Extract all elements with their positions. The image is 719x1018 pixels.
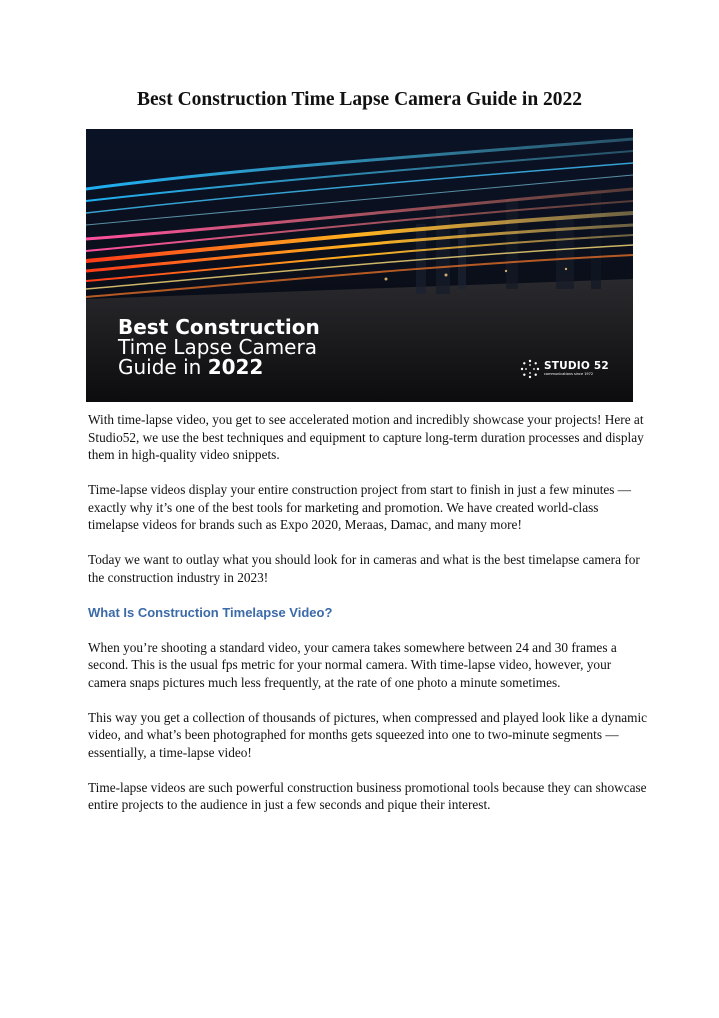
hero-title-line-1: Best Construction — [118, 315, 320, 339]
paragraph: With time-lapse video, you get to see accelerated motion and incredibly showcase your projects! Here at Studio52, we use the best techniques and equipment to capture long-term duration processes and display them in high-quality video snippets. — [88, 412, 644, 462]
hero-image — [86, 129, 633, 402]
hero-title-line-3-prefix: Guide in — [118, 355, 208, 379]
section-heading: What Is Construction Timelapse Video? — [88, 604, 333, 620]
article-body — [88, 411, 648, 831]
paragraph: Today we want to outlay what you should look for in cameras and what is the best timelapse camera for the construction industry in 2023! — [88, 552, 640, 585]
logo-tagline: communications since 1972 — [544, 372, 594, 376]
paragraph: Time-lapse videos are such powerful construction business promotional tools because they can showcase entire projects to the audience in just a few seconds and pique their interest. — [88, 779, 647, 812]
logo-name: STUDIO 52 — [544, 360, 609, 372]
hero-title-year: 2022 — [207, 355, 264, 379]
hero-title — [118, 317, 320, 377]
hero-title-line-3 — [118, 357, 320, 377]
paragraph: This way you get a collection of thousands of pictures, when compressed and played look like a dynamic video, and what’s been photographed for months gets squeezed into one to two-minute segments — essentially, a time-lapse video! — [88, 709, 648, 760]
hero-title-line-2: Time Lapse Camera — [118, 335, 317, 359]
dotted-circle-logo-icon — [520, 359, 540, 379]
paragraph: When you’re shooting a standard video, your camera takes somewhere between 24 and 30 frames a second. This is the usual fps metric for your normal camera. With time-lapse video, however, your camera snaps pictures much less frequently, at the rate of one photo a minute sometimes. — [88, 639, 617, 690]
paragraph: Time-lapse videos display your entire construction project from start to finish in just a few minutes — exactly why it’s one of the best tools for marketing and promotion. We have created world-class timelapse videos for brands such as Expo 2020, Meraas, Damac, and many more! — [88, 482, 632, 532]
studio52-logo — [520, 359, 609, 379]
document-title: Best Construction Time Lapse Camera Guide in 2022 — [136, 89, 583, 110]
